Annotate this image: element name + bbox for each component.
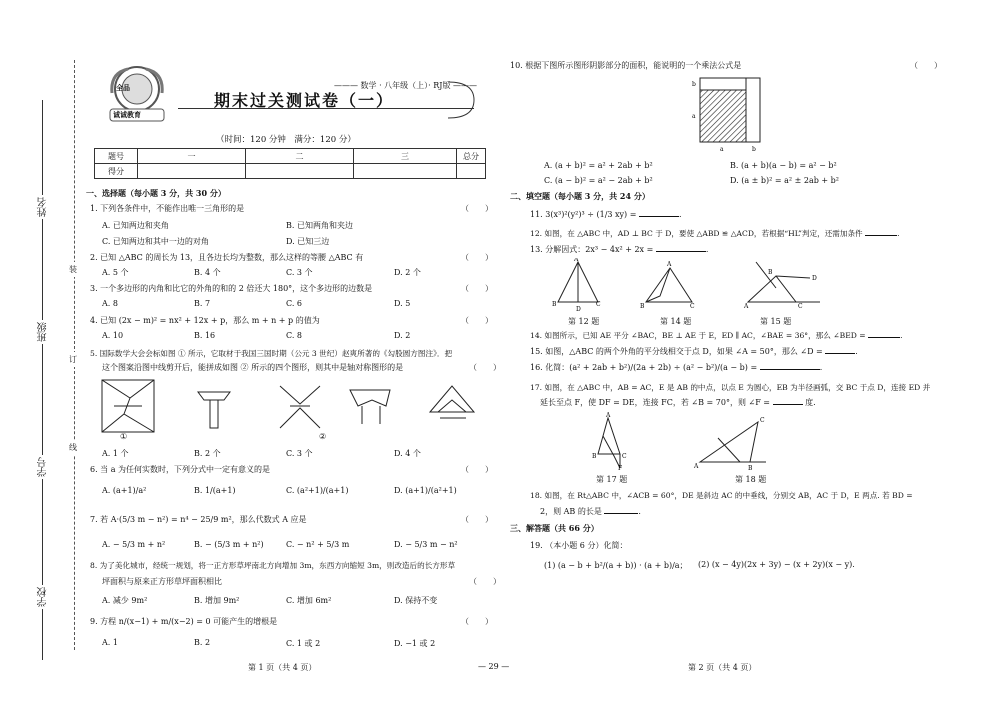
question-text: 11. 3(x³)²(y²)³ ÷ (1/3 xy) = [530,210,637,219]
question-text: 13. 分解因式：2x³ − 4x² + 2x = [530,245,654,254]
question-5-line2 [102,362,507,373]
question-19: 19. （本小题 6 分）化简： [530,541,628,550]
option-b[interactable]: B. 2 个 [194,449,221,458]
question-text: 这个图案沿图中线剪开后，能拼成如图 ② 所示的四个图形，则其中是轴对称图形的是 [102,363,404,372]
name-label: 姓名 [38,197,49,217]
score-input-cell[interactable] [457,164,486,179]
student-id-label: 学号 [38,457,49,477]
question-text: 14. 如图所示，已知 AE 平分 ∠BAC，BE ⊥ AE 于 E，ED ∥ AC，∠BAE = 36°，那么 ∠BED = [530,331,866,340]
question-unit: 度. [805,398,816,407]
answer-blank[interactable] [604,513,638,514]
right-page [510,60,950,680]
question-17-line1: 17. 如图，在 △ABC 中，AB = AC，E 是 AB 的中点，以点 E 为圆心，EB 为半径画弧，交 BC 于点 D，连接 ED 并 [530,383,931,392]
section-1-heading: 一、选择题（每小题 3 分，共 30 分） [86,188,226,198]
option-a[interactable]: A. 5 个 [102,268,129,277]
left-page-number: 第 1 页（共 4 页） [248,663,317,672]
question-19-part-2: (2) (x − 4y)(2x + 3y) − (x + 2y)(x − y). [698,560,855,569]
svg-text:B: B [552,301,557,308]
figure-caption: 第 17 题 [596,475,628,484]
question-text: 12. 如图，在 △ABC 中，AD ⊥ BC 于 D，要使 △ABD ≌ △ACD，若根据“HL”判定，还需加条件 [530,229,863,238]
question-16: 16. 化简：(a² + 2ab + b²)/(2a + 2b) ÷ (a² − b²)/(a − b) = . [530,363,823,372]
score-value-row [95,164,486,179]
question-text: 16. 化简：(a² + 2ab + b²)/(2a + 2b) ÷ (a² − b²)/(a − b) = [530,363,758,372]
option-b[interactable]: B. (a + b)(a − b) = a² − b² [730,161,837,170]
question-5-line1: 5. 国际数学大会会标如图 ① 所示，它取材于我国三国时期（公元 3 世纪）赵爽所著的《勾股圆方图注》．把 [90,349,453,358]
svg-text:B: B [592,453,597,460]
question-text: 4. 已知 (2x − m)² = nx² + 12x + p，那么 m + n + p 的值为 [90,316,320,325]
svg-text:C: C [798,303,803,310]
score-input-cell[interactable] [354,164,457,179]
option-d[interactable]: D. − 5/3 m − n² [394,540,458,549]
svg-text:A: A [574,258,579,263]
svg-text:A: A [606,412,611,419]
question-13: 13. 分解因式：2x³ − 4x² + 2x = . [530,245,709,254]
svg-text:C: C [690,303,695,310]
option-d[interactable]: D. 2 [394,331,411,340]
figure-caption: 第 14 题 [660,317,692,326]
option-d[interactable]: D. 4 个 [394,449,421,458]
section-3-heading: 三、解答题（共 66 分） [510,523,599,533]
option-b[interactable]: B. 增加 9m² [194,596,240,605]
svg-text:a: a [692,113,696,120]
question-3 [90,283,495,294]
question-1 [90,203,495,214]
svg-text:A: A [667,261,672,268]
question-15: 15. 如图，△ABC 的两个外角的平分线相交于点 D，如果 ∠A = 50°，那么 ∠D = . [530,347,858,356]
score-cell: 二 [246,149,354,164]
answer-bracket[interactable]: （ ） [461,204,493,213]
option-a[interactable]: A. 1 个 [102,449,129,458]
answer-bracket[interactable]: （ ） [461,316,493,325]
section-2-heading: 二、填空题（每小题 3 分，共 24 分） [510,191,650,201]
figure-caption: 第 15 题 [760,317,792,326]
svg-text:B: B [640,303,645,310]
answer-blank[interactable] [656,251,706,252]
option-b[interactable]: B. 1/(a+1) [194,486,236,495]
geometry-figures-17-18 [590,412,790,472]
option-a[interactable]: A. 减少 9m² [102,596,148,605]
exam-title: 期末过关测试卷（一） [214,91,395,110]
option-b[interactable]: B. − (5/3 m + n²) [194,540,264,549]
answer-bracket[interactable]: （ ） [461,465,493,474]
answer-blank[interactable] [760,369,820,370]
question-text: 1. 下列各条件中，不能作出唯一三角形的是 [90,204,245,213]
score-cell: 题号 [95,149,138,164]
binding-char-2: 订 [69,352,77,367]
option-d[interactable]: D. (a+1)/(a²+1) [394,486,457,495]
school-label: 学校 [38,587,49,607]
figure-label: ② [319,432,327,441]
question-text: 9. 方程 n/(x−1) + m/(x−2) = 0 可能产生的增根是 [90,617,278,626]
score-cell: 三 [354,149,457,164]
class-label: 班级 [38,322,49,342]
question-text: 10. 根据下图所示图形阴影部分的面积，能说明的一个乘法公式是 [510,61,742,70]
answer-bracket[interactable]: （ ） [469,577,501,586]
option-a[interactable]: A. 10 [102,331,124,340]
svg-text:C: C [596,301,601,308]
question-11: 11. 3(x³)²(y²)³ ÷ (1/3 xy) = . [530,210,682,219]
answer-bracket[interactable]: （ ） [910,61,942,70]
score-input-cell[interactable] [246,164,354,179]
svg-text:A: A [694,463,699,470]
score-table [94,148,486,179]
figure-caption: 第 18 题 [735,475,767,484]
svg-text:B: B [748,465,753,472]
svg-text:a: a [720,146,724,153]
answer-bracket[interactable]: （ ） [469,363,501,372]
svg-text:F: F [618,465,623,472]
answer-bracket[interactable]: （ ） [461,515,493,524]
time-info: （时间：120 分钟 满分：120 分） [216,135,356,145]
geometry-figures-12-14-15 [540,258,840,314]
svg-text:C: C [760,417,765,424]
option-c[interactable]: C. 增加 6m² [286,596,332,605]
question-10 [510,60,950,71]
question-14: 14. 如图所示，已知 AE 平分 ∠BAC，BE ⊥ AE 于 E，ED ∥ AC，∠BAE = 36°，那么 ∠BED = . [530,331,903,340]
option-c[interactable]: C. 3 个 [286,449,313,458]
question-12: 12. 如图，在 △ABC 中，AD ⊥ BC 于 D，要使 △ABD ≌ △ACD，若根据“HL”判定，还需加条件 . [530,229,900,238]
question-text: 7. 若 A·(5/3 m − n²) = n⁴ − 25/9 m²，那么代数式 A 应是 [90,515,307,524]
question-text: 2，则 AB 的长是 [540,507,602,516]
binding-char-1: 装 [69,262,77,277]
answer-blank[interactable] [639,216,679,217]
margin-line [42,100,43,660]
logo-top-text: 全品 [116,83,130,92]
figure-caption: 第 12 题 [568,317,600,326]
svg-text:b: b [752,146,756,153]
score-cell: 一 [138,149,246,164]
option-d[interactable]: D. 5 [394,299,411,308]
option-c[interactable]: C. 6 [286,299,303,308]
option-a[interactable]: A. 已知两边和夹角 [102,221,169,230]
option-d[interactable]: D. 已知三边 [286,237,330,246]
title-bracket-icon [446,80,476,120]
question-text: 15. 如图，△ABC 的两个外角的平分线相交于点 D，如果 ∠A = 50°，那么 ∠D = [530,347,823,356]
option-d[interactable]: D. −1 或 2 [394,639,436,648]
option-a[interactable]: A. (a + b)² = a² + 2ab + b² [544,161,653,170]
option-d[interactable]: D. 保持不变 [394,596,438,605]
answer-blank[interactable] [865,235,897,236]
option-d[interactable]: D. (a ± b)² = a² ± 2ab + b² [730,176,839,185]
score-input-cell[interactable] [138,164,246,179]
option-b[interactable]: B. 7 [194,299,211,308]
option-b[interactable]: B. 已知两角和夹边 [286,221,353,230]
svg-text:A: A [744,303,749,310]
score-cell: 得分 [95,164,138,179]
question-text: 6. 当 a 为任何实数时，下列分式中一定有意义的是 [90,465,271,474]
question-2 [90,252,495,263]
option-a[interactable]: A. (a+1)/a² [102,486,147,495]
answer-bracket[interactable]: （ ） [461,253,493,262]
option-d[interactable]: D. 2 个 [394,268,421,277]
figure-label: ① [120,432,128,441]
option-c[interactable]: C. (a − b)² = a² − 2ab + b² [544,176,653,185]
answer-bracket[interactable]: （ ） [461,284,493,293]
score-header-row [95,149,486,164]
question-19-part-1: (1) (a − b + b²/(a + b)) · (a + b)/a； [544,561,688,570]
score-cell: 总分 [457,149,486,164]
option-c[interactable]: C. 1 或 2 [286,639,321,648]
question-6 [90,464,495,475]
question-4 [90,315,495,326]
option-a[interactable]: A. 8 [102,299,118,308]
question-text: 3. 一个多边形的内角和比它的外角的和的 2 倍还大 180°，这个多边形的边数是 [90,284,373,293]
option-c[interactable]: C. (a²+1)/(a+1) [286,486,349,495]
option-c[interactable]: C. 8 [286,331,303,340]
option-c[interactable]: C. − n² + 5/3 m [286,540,350,549]
question-text: 延长至点 F，使 DF = DE，连接 FC，若 ∠B = 70°，则 ∠F = [540,398,770,407]
subject-subtitle: ——— 数学 · 八年级（上）· RJ版 ——— [334,81,478,90]
center-page-number: — 29 — [478,662,510,671]
question-text: 坪面积与原来正方形草坪面积相比 [102,577,222,586]
question-18-line1: 18. 如图，在 Rt△ABC 中，∠ACB = 60°，DE 是斜边 AC 的中垂线，分别交 AB，AC 于 D，E 两点. 若 BD = [530,491,913,500]
question-18-line2: 2，则 AB 的长是 . [540,507,641,516]
option-a[interactable]: A. 1 [102,638,118,647]
svg-text:D: D [576,306,581,313]
binding-char-3: 线 [69,440,77,455]
svg-text:C: C [622,453,627,460]
answer-blank[interactable] [773,404,803,405]
question-9 [90,616,495,627]
option-b[interactable]: B. 16 [194,331,216,340]
option-b[interactable]: B. 4 个 [194,268,221,277]
svg-text:B: B [768,269,773,276]
answer-blank[interactable] [868,337,900,338]
option-c[interactable]: C. 3 个 [286,268,313,277]
option-c[interactable]: C. 已知两边和其中一边的对角 [102,237,209,246]
question-8-line2 [102,576,507,587]
question-text: 2. 已知 △ABC 的周长为 13，且各边长均为整数，那么这样的等腰 △ABC 有 [90,253,364,262]
answer-blank[interactable] [825,353,855,354]
right-page-number: 第 2 页（共 4 页） [688,663,757,672]
question-10-figure [690,74,765,154]
logo-text: 诚诚教育 [113,110,141,119]
option-b[interactable]: B. 2 [194,638,211,647]
answer-bracket[interactable]: （ ） [461,617,493,626]
question-8-line1: 8. 为了美化城市，经统一规划，将一正方形草坪南北方向增加 3m，东西方向缩短 3m，则改造后的长方形草 [90,561,456,570]
question-5-figures [100,378,485,440]
svg-text:b: b [692,81,696,88]
question-7 [90,514,495,525]
svg-text:D: D [812,275,817,282]
option-a[interactable]: A. − 5/3 m + n² [102,540,166,549]
binding-margin [0,0,80,707]
question-17-line2 [540,397,980,408]
